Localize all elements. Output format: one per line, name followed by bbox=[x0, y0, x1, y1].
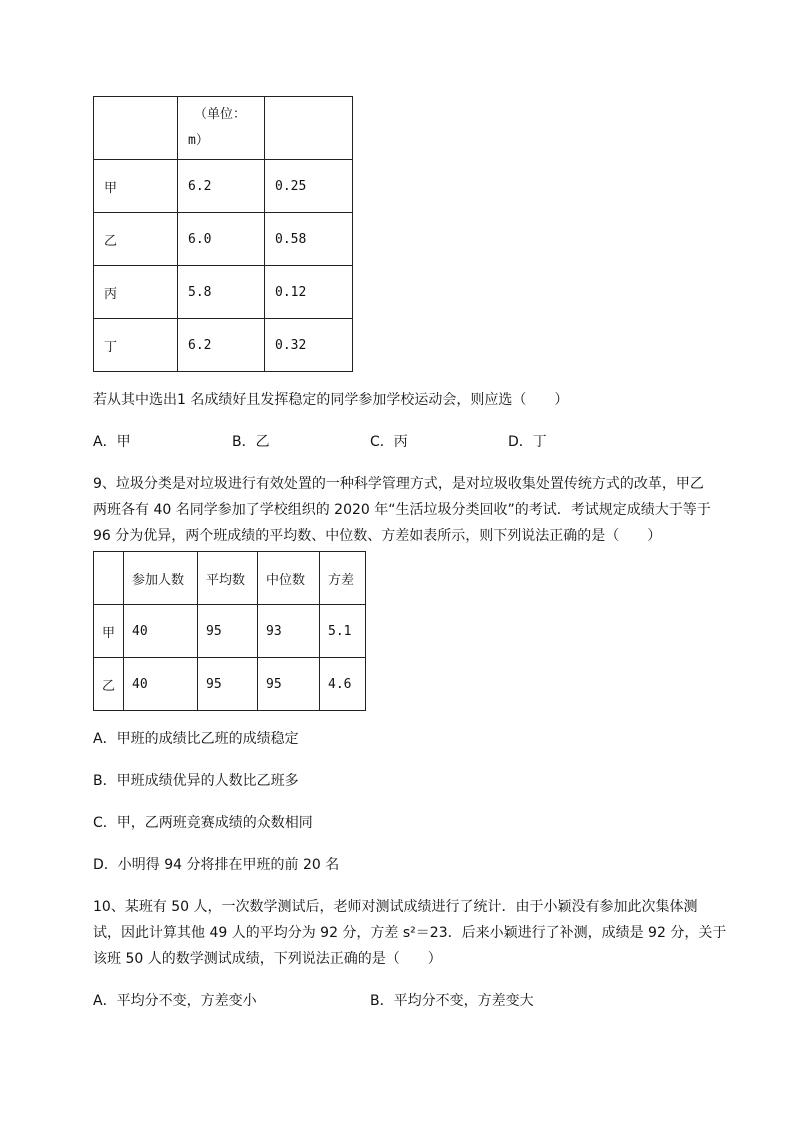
class-name: 甲 bbox=[94, 605, 124, 658]
unit-label: （单位： bbox=[194, 107, 247, 122]
q9-option-b: B．甲班成绩优异的人数比乙班多 bbox=[93, 773, 299, 789]
table-row bbox=[94, 160, 353, 213]
student-name: 丙 bbox=[94, 266, 178, 319]
student-name: 丁 bbox=[94, 319, 178, 372]
q10-line-3: 该班 50 人的数学测试成绩，下列说法正确的是（ ） bbox=[93, 951, 442, 967]
table-cell bbox=[265, 97, 353, 160]
median-value: 95 bbox=[258, 658, 320, 711]
unit-label-2: m） bbox=[188, 133, 209, 148]
table-row bbox=[94, 605, 366, 658]
participant-count: 40 bbox=[124, 658, 198, 711]
mean-value: 6.2 bbox=[178, 160, 265, 213]
table-header: 中位数 bbox=[258, 552, 320, 605]
table-header: 参加人数 bbox=[124, 552, 198, 605]
table-row bbox=[94, 97, 353, 160]
mean-value: 5.8 bbox=[178, 266, 265, 319]
table-header-unit bbox=[178, 97, 265, 160]
variance-value: 0.58 bbox=[265, 213, 353, 266]
q8-option-d: D．丁 bbox=[508, 434, 547, 450]
table-row bbox=[94, 266, 353, 319]
table-row bbox=[94, 213, 353, 266]
mean-value: 6.0 bbox=[178, 213, 265, 266]
variance-value: 0.32 bbox=[265, 319, 353, 372]
mean-value: 95 bbox=[198, 605, 258, 658]
median-value: 93 bbox=[258, 605, 320, 658]
variance-value: 0.12 bbox=[265, 266, 353, 319]
table-header bbox=[94, 552, 124, 605]
variance-value: 0.25 bbox=[265, 160, 353, 213]
q10-line-1: 10、某班有 50 人，一次数学测试后，老师对测试成绩进行了统计．由于小颖没有参加此次集体测 bbox=[93, 899, 698, 915]
score-table-1 bbox=[93, 96, 353, 372]
q8-option-b: B．乙 bbox=[232, 434, 270, 450]
table-row bbox=[94, 658, 366, 711]
table-header: 平均数 bbox=[198, 552, 258, 605]
mean-value: 95 bbox=[198, 658, 258, 711]
q9-option-d: D．小明得 94 分将排在甲班的前 20 名 bbox=[93, 857, 340, 873]
q10-line-2: 试，因此计算其他 49 人的平均分为 92 分，方差 s²＝23．后来小颖进行了补测，成绩是 92 分，关于 bbox=[93, 925, 727, 941]
mean-value: 6.2 bbox=[178, 319, 265, 372]
q10-option-a: A．平均分不变，方差变小 bbox=[93, 993, 257, 1009]
table-header: 方差 bbox=[320, 552, 366, 605]
q9-option-c: C．甲，乙两班竞赛成绩的众数相同 bbox=[93, 815, 313, 831]
table-cell bbox=[94, 97, 178, 160]
q10-option-b: B．平均分不变，方差变大 bbox=[370, 993, 534, 1009]
q9-line-3: 96 分为优异，两个班成绩的平均数、中位数、方差如表所示，则下列说法正确的是（ ） bbox=[93, 528, 662, 544]
student-name: 乙 bbox=[94, 213, 178, 266]
variance-value: 4.6 bbox=[320, 658, 366, 711]
class-stats-table bbox=[93, 551, 366, 711]
q9-line-1: 9、垃圾分类是对垃圾进行有效处置的一种科学管理方式，是对垃圾收集处置传统方式的改革，甲乙 bbox=[93, 476, 704, 492]
q8-option-c: C．丙 bbox=[370, 434, 408, 450]
participant-count: 40 bbox=[124, 605, 198, 658]
student-name: 甲 bbox=[94, 160, 178, 213]
table-row bbox=[94, 319, 353, 372]
table-header-row bbox=[94, 552, 366, 605]
q8-option-a: A．甲 bbox=[93, 434, 131, 450]
class-name: 乙 bbox=[94, 658, 124, 711]
variance-value: 5.1 bbox=[320, 605, 366, 658]
q8-question: 若从其中选出1 名成绩好且发挥稳定的同学参加学校运动会，则应选（ ） bbox=[93, 392, 569, 408]
q9-option-a: A．甲班的成绩比乙班的成绩稳定 bbox=[93, 731, 299, 747]
q9-line-2: 两班各有 40 名同学参加了学校组织的 2020 年“生活垃圾分类回收”的考试．考试规定成绩大于等于 bbox=[93, 502, 711, 518]
